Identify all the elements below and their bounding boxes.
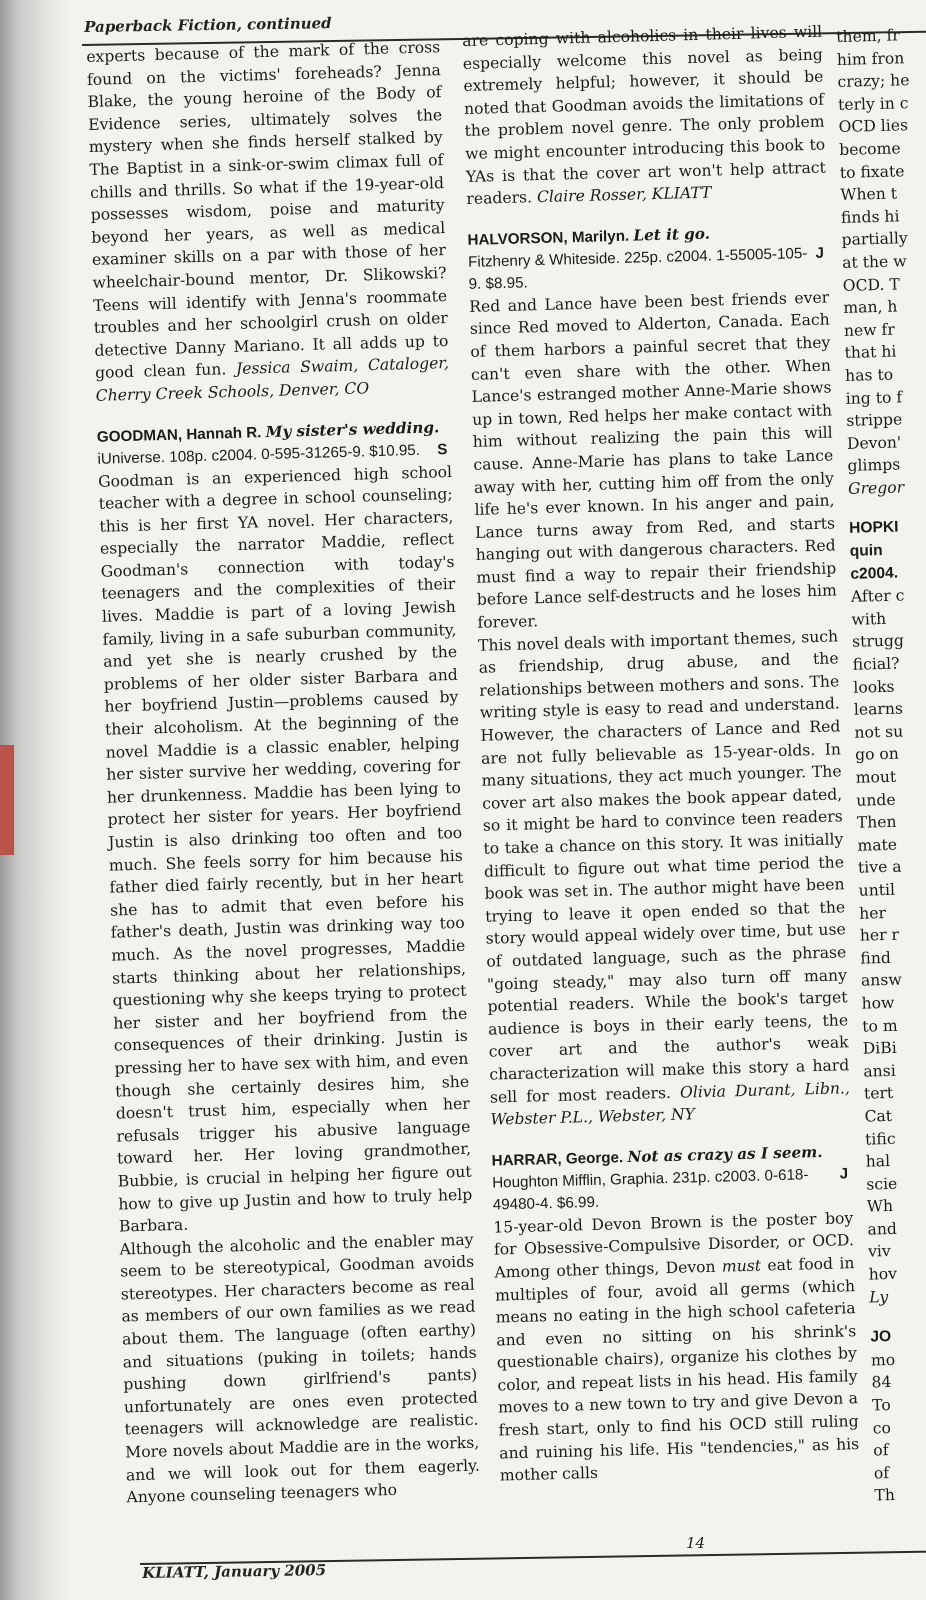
clipped-line: partially [841,229,908,250]
entry-author: HALVORSON, Marilyn. [467,227,630,249]
footer-publication: KLIATT, January 2005 [142,1561,327,1582]
clipped-line: finds hi [840,207,900,227]
clipped-line: with [851,609,887,629]
clipped-lines-bottom [871,1347,926,1508]
clipped-line: To [871,1396,891,1415]
clipped-line: her r [859,925,900,945]
clipped-line: of [873,1463,890,1483]
entry-level-code: J [839,1165,849,1183]
clipped-line: tert [863,1084,894,1103]
entry-publication: iUniverse. 108p. c2004. 0-595-31265-9. $10.95. [97,441,421,468]
clipped-line: glimps [847,455,901,476]
clipped-line: to m [861,1016,898,1036]
review-paragraph: 15-year-old Devon Brown is the poster boy for Obsessive-Compulsive Disorder, or OCD. Among other things, Devon must eat food in multiples of four, avoid all germs (which means no eating in the high school cafeteria and even no sitting on his shrink's questionable chairs), organize his clothes by color, and repeat lists in his head. His family moves to a new town to try and give Devon a fresh start, only to find his OCD still ruling and ruining his life. His "tendencies," as his mother calls [493,1208,860,1485]
clipped-line: HOPKI [848,519,899,538]
entry-author: HARRAR, George. [491,1148,624,1170]
clipped-line: viv [867,1242,891,1262]
review-paragraph: Goodman is an experienced high school teacher with a degree in school counseling; this is her first YA novel. Her characters, especially the narrator Maddie, reflect Goodman's connection with today's teenagers and the complexities of their lives. Maddie is part of a loving Jewish family, living in a safe suburban community, and yet she is nearly crushed by the problems of her older sister Barbara and her boyfriend Justin—problems caused by their alcoholism. At the beginning of the novel Maddie is a classic enabler, helping her sister survive her wedding, covering for her drunkenness. Maddie has been lying to protect her sister for years. Her boyfriend Justin is also drinking too often and too much. She feels sorry for him because his father died fairly recently, but in her heart she has to admit that even before his father's death, Justin was drinking way too much. As the novel progresses, Maddie starts thinking about her relationships, questioning why she keeps trying to protect her sister and her boyfriend from the consequences of their drinking. Justin is pressing her to have sex with him, and even though she certainly desires him, she doesn't trust him, especially when her refusals trigger his abusive language toward her. Her loving grandmother, Bubbie, is crucial in helping her figure out how to give up Justin and how to truly help Barbara. [97,462,473,1236]
running-header: Paperback Fiction, continued [84,14,332,36]
clipped-line: tific [864,1129,896,1149]
clipped-line: answ [860,970,902,991]
clipped-line: scie [866,1174,898,1194]
clipped-line: After c [850,586,905,607]
clipped-line: mate [857,835,898,855]
clipped-line: mo [870,1350,896,1370]
clipped-line: Cat [864,1106,893,1126]
clipped-line: at the w [841,252,907,272]
clipped-line: terly in c [837,93,909,114]
clipped-line: him fron [836,48,905,69]
entry-publication: Houghton Mifflin, Graphia. 231p. c2003. 0-618-49480-4. $6.99. [491,1166,809,1214]
entry-publication: Fitzhenry & Whiteside. 225p. c2004. 1-55005-105-9. $8.95. [467,244,808,293]
clipped-line: ansi [863,1061,896,1081]
clipped-line: mout [855,767,897,787]
clipped-line: OCD. T [842,274,900,295]
continued-review-text: experts because of the mark of the cross found on the victims' foreheads? Jenna Blake, the young heroine of the Body of Evidence series, ultimately solves the mystery when she finds herself stalked by The Baptist in a sink-or-swim climax full of chills and thrills. So what if the 19-year-old possesses wisdom, poise and maturity beyond her years, as well as medical examiner skills on a par with those of her wheelchair-bound mentor, Dr. Slikowski? Teens will identify with Jenna's roommate troubles and her schoolgirl crush on older detective Danny Mariano. It all adds up to good clean fun. Jessica Swaim, Cataloger, Cherry Creek Schools, Denver, CO [86,38,450,405]
clipped-line: them, fr [836,26,900,46]
review-entry-harrar [491,1140,860,1487]
entry-heading [491,1140,853,1216]
clipped-line: hov [868,1264,898,1284]
page-number: 14 [686,1534,706,1552]
clipped-line: until [858,880,896,900]
column-2 [462,21,860,1488]
section-edge-tab [0,745,14,855]
clipped-line: not su [854,722,904,742]
clipped-entry-heading [849,515,926,586]
clipped-line: ing to f [845,387,903,408]
continued-review-text: are coping with alcoholics in their lives will especially welcome this novel as being extremely helpful; however, it should be noted that Goodman avoids the limitations of the problem novel genre. The only problem we might encounter introducing this book to YAs is that the cover art won't help attract readers. Claire Rosser, KLIATT [462,22,826,209]
clipped-line: ficial? [852,654,900,674]
clipped-line: tive a [857,857,902,878]
clipped-line: that hi [844,342,897,363]
clipped-line: how [861,993,895,1013]
clipped-line: unde [856,790,896,810]
clipped-line: strugg [851,631,905,652]
clipped-line: c2004. [850,564,899,583]
review-entry-halvorson [467,219,851,1131]
reviewer-credit: Claire Rosser, KLIATT [536,183,712,207]
clipped-line: go on [854,745,900,765]
clipped-line: new fr [843,320,896,340]
clipped-line: Devon' [846,433,902,453]
entry-title: Not as crazy as I seem. [627,1142,823,1166]
clipped-line: man, h [843,297,898,318]
clipped-line: hal [865,1152,891,1171]
entry-heading [467,219,829,295]
clipped-line: crazy; he [837,71,910,92]
clipped-line: to fixate [839,161,905,182]
reviewer-credit: Olivia Durant, Libn., Webster P.L., Webster, NY [490,1078,851,1129]
reviewer-credit: Jessica Swaim, Cataloger, Cherry Creek Schools, Denver, CO [95,354,450,405]
clipped-line: Wh [866,1197,894,1216]
clipped-line: looks [853,677,895,697]
clipped-line: learns [853,699,904,719]
clipped-line: 84 [871,1373,892,1392]
column-1 [86,36,481,1509]
clipped-line: DiBi [862,1038,897,1058]
clipped-lines-top [836,23,926,478]
entry-title: My sister's wedding. [265,417,440,441]
entry-level-code: S [437,440,448,458]
review-entry-goodman [97,415,481,1509]
entry-author: GOODMAN, Hannah R. [96,423,262,446]
review-paragraph: This novel deals with important themes, such as friendship, drug abuse, and the relationships between mothers and sons. The writing style is easy to read and understand. However, the characters of Lance and Red are not fully believable as 15-year-olds. In many situations, they act much younger. The cover art also makes the book appear dated, so it might be hard to convince teen readers to take a chance on this story. It was initially difficult to figure out what time period the book was set in. The author might have been trying to leave it open ended so that the story would appeal widely over time, but use of outdated language, such as the phrase "going steady," may also turn off many potential readers. While the book's target audience is boys in their early teens, the cover art and the author's weak characterization will make this story a hard sell for most readers. Olivia Durant, Libn., Webster P.L., Webster, NY [477,627,851,1129]
clipped-line: quin [849,542,883,560]
clipped-entry-heading-2: JO [870,1328,892,1346]
reviewer-fragment: Gregor [847,478,905,498]
clipped-line: has to [844,365,894,385]
reviewer-fragment-2: Ly [869,1287,889,1307]
clipped-line: Then [856,812,897,832]
clipped-line: and [867,1219,898,1239]
clipped-line: strippe [846,410,903,430]
review-paragraph: Although the alcoholic and the enabler may seem to be stereotypical, Goodman avoids stereotypes. Her characters become as real as members of our own families as we read about them. The language (often earthy) and situations (puking in toilets; hands pushing down girlfriend's pants) unfortunately are ones even protected teenagers will acknowledge are realistic. More novels about Maddie are in the works, and we will look out for them eagerly. Anyone counseling teenagers who [119,1230,481,1507]
review-paragraph: Red and Lance have been best friends ever since Red moved to Alderton, Canada. Each of them harbors a painful secret that they can't even share with the other. When Lance's estranged mother Anne-Marie shows up in town, Red helps her make contact with him without realizing the pain this will cause. Anne-Marie has plans to take Lance away with her, cutting him off from the only life he's ever known. In his anger and pain, Lance turns away from Red, and starts hanging out with dangerous characters. Red must find a way to repair their friendship before Lance self-destructs and he loses him forever. [469,288,838,632]
clipped-line: of [873,1441,889,1460]
clipped-line: Th [874,1486,896,1505]
clipped-line: co [872,1418,892,1438]
clipped-line: When t [840,184,898,205]
clipped-line: find [860,948,892,968]
entry-title: Let it go. [633,224,711,245]
clipped-line: OCD lies [838,116,909,137]
clipped-lines-mid [851,583,926,1286]
entry-level-code: J [815,244,825,262]
clipped-line: become [839,139,901,159]
clipped-line: her [858,903,887,923]
